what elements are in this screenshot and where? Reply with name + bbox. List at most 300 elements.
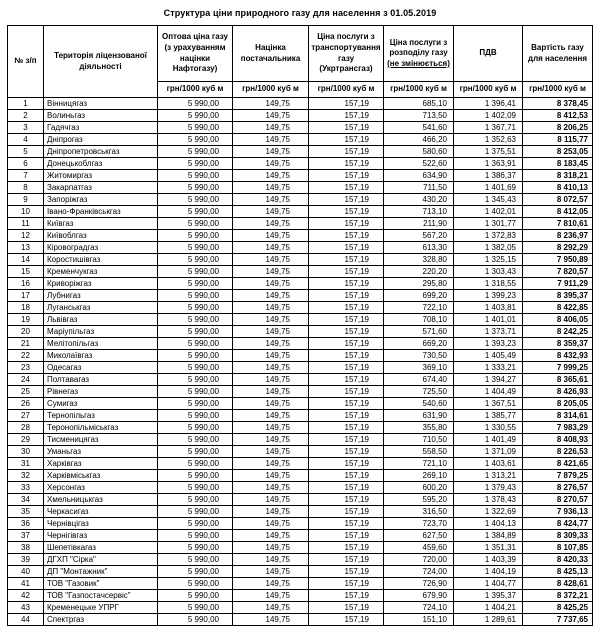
header-supplier-markup: Націнка постачальника <box>233 26 309 82</box>
transport-price-cell: 157,19 <box>309 482 384 494</box>
supplier-markup-cell: 149,75 <box>233 614 309 626</box>
wholesale-price-cell: 5 990,00 <box>158 386 233 398</box>
vat-cell: 1 367,51 <box>454 398 523 410</box>
table-row <box>8 134 593 146</box>
territory-cell: Лубнигаз <box>44 290 158 302</box>
vat-cell: 1 379,43 <box>454 482 523 494</box>
transport-price-cell: 157,19 <box>309 194 384 206</box>
vat-cell: 1 384,89 <box>454 530 523 542</box>
total-price-cell: 8 425,13 <box>523 566 593 578</box>
distribution-price-cell: 631,90 <box>384 410 454 422</box>
row-number-cell: 4 <box>8 134 44 146</box>
vat-cell: 1 402,09 <box>454 110 523 122</box>
supplier-markup-cell: 149,75 <box>233 602 309 614</box>
table-row <box>8 506 593 518</box>
table-row <box>8 278 593 290</box>
vat-cell: 1 403,81 <box>454 302 523 314</box>
distribution-price-cell: 211,90 <box>384 218 454 230</box>
total-price-cell: 8 422,85 <box>523 302 593 314</box>
wholesale-price-cell: 5 990,00 <box>158 206 233 218</box>
vat-cell: 1 345,43 <box>454 194 523 206</box>
table-row <box>8 362 593 374</box>
row-number-cell: 16 <box>8 278 44 290</box>
table-row <box>8 614 593 626</box>
row-number-cell: 3 <box>8 122 44 134</box>
table-row <box>8 458 593 470</box>
table-row <box>8 530 593 542</box>
row-number-cell: 42 <box>8 590 44 602</box>
vat-cell: 1 401,49 <box>454 434 523 446</box>
total-price-cell: 8 424,77 <box>523 518 593 530</box>
transport-price-cell: 157,19 <box>309 182 384 194</box>
distribution-price-cell: 151,10 <box>384 614 454 626</box>
supplier-markup-cell: 149,75 <box>233 338 309 350</box>
vat-cell: 1 318,55 <box>454 278 523 290</box>
territory-cell: Черкасигаз <box>44 506 158 518</box>
wholesale-price-cell: 5 990,00 <box>158 482 233 494</box>
unit-label: грн/1000 куб м <box>233 82 309 98</box>
distribution-price-cell: 699,20 <box>384 290 454 302</box>
table-row <box>8 590 593 602</box>
supplier-markup-cell: 149,75 <box>233 590 309 602</box>
vat-cell: 1 382,05 <box>454 242 523 254</box>
total-price-cell: 8 309,33 <box>523 530 593 542</box>
distribution-price-cell: 580,60 <box>384 146 454 158</box>
supplier-markup-cell: 149,75 <box>233 494 309 506</box>
table-row <box>8 290 593 302</box>
row-number-cell: 20 <box>8 326 44 338</box>
distribution-price-cell: 713,10 <box>384 206 454 218</box>
table-row <box>8 482 593 494</box>
supplier-markup-cell: 149,75 <box>233 350 309 362</box>
vat-cell: 1 399,23 <box>454 290 523 302</box>
row-number-cell: 28 <box>8 422 44 434</box>
total-price-cell: 7 983,29 <box>523 422 593 434</box>
distribution-price-cell: 220,20 <box>384 266 454 278</box>
total-price-cell: 8 183,45 <box>523 158 593 170</box>
table-row <box>8 218 593 230</box>
table-row <box>8 98 593 110</box>
row-number-cell: 1 <box>8 98 44 110</box>
total-price-cell: 8 206,25 <box>523 122 593 134</box>
transport-price-cell: 157,19 <box>309 170 384 182</box>
territory-cell: ДП "Монтажник" <box>44 566 158 578</box>
supplier-markup-cell: 149,75 <box>233 458 309 470</box>
table-row <box>8 446 593 458</box>
supplier-markup-cell: 149,75 <box>233 230 309 242</box>
transport-price-cell: 157,19 <box>309 302 384 314</box>
distribution-price-cell: 269,10 <box>384 470 454 482</box>
wholesale-price-cell: 5 990,00 <box>158 182 233 194</box>
wholesale-price-cell: 5 990,00 <box>158 278 233 290</box>
table-row <box>8 554 593 566</box>
supplier-markup-cell: 149,75 <box>233 470 309 482</box>
total-price-cell: 7 911,29 <box>523 278 593 290</box>
transport-price-cell: 157,19 <box>309 278 384 290</box>
row-number-cell: 22 <box>8 350 44 362</box>
table-row <box>8 110 593 122</box>
table-row <box>8 602 593 614</box>
supplier-markup-cell: 149,75 <box>233 266 309 278</box>
transport-price-cell: 157,19 <box>309 398 384 410</box>
row-number-cell: 14 <box>8 254 44 266</box>
supplier-markup-cell: 149,75 <box>233 446 309 458</box>
total-price-cell: 8 107,85 <box>523 542 593 554</box>
distribution-price-cell: 669,20 <box>384 338 454 350</box>
supplier-markup-cell: 149,75 <box>233 110 309 122</box>
distribution-price-cell: 711,50 <box>384 182 454 194</box>
territory-cell: Львівгаз <box>44 314 158 326</box>
row-number-cell: 17 <box>8 290 44 302</box>
transport-price-cell: 157,19 <box>309 242 384 254</box>
wholesale-price-cell: 5 990,00 <box>158 350 233 362</box>
unit-label: грн/1000 куб м <box>523 82 593 98</box>
header-total-price: Вартість газу для населення <box>523 26 593 82</box>
transport-price-cell: 157,19 <box>309 290 384 302</box>
vat-cell: 1 404,49 <box>454 386 523 398</box>
territory-cell: Дніпропетровськгаз <box>44 146 158 158</box>
distribution-price-cell: 730,50 <box>384 350 454 362</box>
total-price-cell: 8 072,57 <box>523 194 593 206</box>
distribution-price-cell: 316,50 <box>384 506 454 518</box>
total-price-cell: 8 428,61 <box>523 578 593 590</box>
vat-cell: 1 403,39 <box>454 554 523 566</box>
wholesale-price-cell: 5 990,00 <box>158 578 233 590</box>
supplier-markup-cell: 149,75 <box>233 278 309 290</box>
transport-price-cell: 157,19 <box>309 206 384 218</box>
vat-cell: 1 372,83 <box>454 230 523 242</box>
total-price-cell: 8 253,05 <box>523 146 593 158</box>
wholesale-price-cell: 5 990,00 <box>158 494 233 506</box>
territory-cell: Рівнегаз <box>44 386 158 398</box>
total-price-cell: 8 359,37 <box>523 338 593 350</box>
total-price-cell: 8 408,93 <box>523 434 593 446</box>
transport-price-cell: 157,19 <box>309 566 384 578</box>
table-row <box>8 254 593 266</box>
transport-price-cell: 157,19 <box>309 410 384 422</box>
supplier-markup-cell: 149,75 <box>233 146 309 158</box>
distribution-price-cell: 679,90 <box>384 590 454 602</box>
supplier-markup-cell: 149,75 <box>233 302 309 314</box>
vat-cell: 1 322,69 <box>454 506 523 518</box>
transport-price-cell: 157,19 <box>309 254 384 266</box>
vat-cell: 1 363,91 <box>454 158 523 170</box>
territory-cell: Харківміськгаз <box>44 470 158 482</box>
distribution-price-cell: 430,20 <box>384 194 454 206</box>
distribution-price-cell: 720,00 <box>384 554 454 566</box>
row-number-cell: 9 <box>8 194 44 206</box>
table-row <box>8 206 593 218</box>
row-number-cell: 32 <box>8 470 44 482</box>
total-price-cell: 8 365,61 <box>523 374 593 386</box>
territory-cell: Харківгаз <box>44 458 158 470</box>
supplier-markup-cell: 149,75 <box>233 254 309 266</box>
total-price-cell: 8 242,25 <box>523 326 593 338</box>
row-number-cell: 41 <box>8 578 44 590</box>
transport-price-cell: 157,19 <box>309 554 384 566</box>
wholesale-price-cell: 5 990,00 <box>158 422 233 434</box>
wholesale-price-cell: 5 990,00 <box>158 218 233 230</box>
transport-price-cell: 157,19 <box>309 158 384 170</box>
supplier-markup-cell: 149,75 <box>233 410 309 422</box>
row-number-cell: 24 <box>8 374 44 386</box>
table-row <box>8 566 593 578</box>
table-row <box>8 314 593 326</box>
row-number-cell: 23 <box>8 362 44 374</box>
wholesale-price-cell: 5 990,00 <box>158 530 233 542</box>
transport-price-cell: 157,19 <box>309 326 384 338</box>
transport-price-cell: 157,19 <box>309 218 384 230</box>
vat-cell: 1 351,31 <box>454 542 523 554</box>
row-number-cell: 21 <box>8 338 44 350</box>
row-number-cell: 26 <box>8 398 44 410</box>
table-row <box>8 422 593 434</box>
wholesale-price-cell: 5 990,00 <box>158 458 233 470</box>
distribution-price-cell: 328,80 <box>384 254 454 266</box>
supplier-markup-cell: 149,75 <box>233 206 309 218</box>
supplier-markup-cell: 149,75 <box>233 182 309 194</box>
supplier-markup-cell: 149,75 <box>233 434 309 446</box>
total-price-cell: 7 737,65 <box>523 614 593 626</box>
territory-cell: Кременчукгаз <box>44 266 158 278</box>
wholesale-price-cell: 5 990,00 <box>158 590 233 602</box>
territory-cell: Тернопільгаз <box>44 410 158 422</box>
vat-cell: 1 373,71 <box>454 326 523 338</box>
total-price-cell: 8 432,93 <box>523 350 593 362</box>
page-title: Структура ціни природного газу для населення з 01.05.2019 <box>163 8 437 18</box>
transport-price-cell: 157,19 <box>309 122 384 134</box>
total-price-cell: 7 950,89 <box>523 254 593 266</box>
vat-cell: 1 289,61 <box>454 614 523 626</box>
territory-cell: Тисменицягаз <box>44 434 158 446</box>
vat-cell: 1 404,19 <box>454 566 523 578</box>
wholesale-price-cell: 5 990,00 <box>158 362 233 374</box>
wholesale-price-cell: 5 990,00 <box>158 290 233 302</box>
table-row <box>8 242 593 254</box>
distribution-price-cell: 567,20 <box>384 230 454 242</box>
territory-cell: Луганськгаз <box>44 302 158 314</box>
supplier-markup-cell: 149,75 <box>233 422 309 434</box>
total-price-cell: 8 406,05 <box>523 314 593 326</box>
territory-cell: Закарпатгаз <box>44 182 158 194</box>
vat-cell: 1 301,77 <box>454 218 523 230</box>
distribution-price-cell: 710,50 <box>384 434 454 446</box>
supplier-markup-cell: 149,75 <box>233 554 309 566</box>
wholesale-price-cell: 5 990,00 <box>158 338 233 350</box>
table-row <box>8 146 593 158</box>
row-number-cell: 2 <box>8 110 44 122</box>
total-price-cell: 8 378,45 <box>523 98 593 110</box>
supplier-markup-cell: 149,75 <box>233 542 309 554</box>
distribution-price-cell: 595,20 <box>384 494 454 506</box>
row-number-cell: 8 <box>8 182 44 194</box>
vat-cell: 1 371,09 <box>454 446 523 458</box>
supplier-markup-cell: 149,75 <box>233 218 309 230</box>
transport-price-cell: 157,19 <box>309 266 384 278</box>
row-number-cell: 27 <box>8 410 44 422</box>
transport-price-cell: 157,19 <box>309 350 384 362</box>
wholesale-price-cell: 5 990,00 <box>158 518 233 530</box>
territory-cell: ДГХП "Сірка" <box>44 554 158 566</box>
total-price-cell: 8 412,05 <box>523 206 593 218</box>
unit-label: грн/1000 куб м <box>309 82 384 98</box>
wholesale-price-cell: 5 990,00 <box>158 158 233 170</box>
supplier-markup-cell: 149,75 <box>233 566 309 578</box>
row-number-cell: 6 <box>8 158 44 170</box>
row-number-cell: 12 <box>8 230 44 242</box>
row-number-cell: 36 <box>8 518 44 530</box>
wholesale-price-cell: 5 990,00 <box>158 146 233 158</box>
distribution-price-cell: 721,10 <box>384 458 454 470</box>
transport-price-cell: 157,19 <box>309 446 384 458</box>
territory-cell: Маріупільгаз <box>44 326 158 338</box>
distribution-price-cell: 725,50 <box>384 386 454 398</box>
distribution-price-cell: 541,60 <box>384 122 454 134</box>
total-price-cell: 8 421,65 <box>523 458 593 470</box>
row-number-cell: 31 <box>8 458 44 470</box>
row-number-cell: 29 <box>8 434 44 446</box>
row-number-cell: 18 <box>8 302 44 314</box>
territory-cell: Запоріжгаз <box>44 194 158 206</box>
territory-cell: Одесагаз <box>44 362 158 374</box>
territory-cell: Дніпрогаз <box>44 134 158 146</box>
wholesale-price-cell: 5 990,00 <box>158 542 233 554</box>
territory-cell: Донецькоблгаз <box>44 158 158 170</box>
transport-price-cell: 157,19 <box>309 578 384 590</box>
table-row <box>8 266 593 278</box>
table-row <box>8 398 593 410</box>
total-price-cell: 7 810,61 <box>523 218 593 230</box>
vat-cell: 1 402,01 <box>454 206 523 218</box>
row-number-cell: 44 <box>8 614 44 626</box>
row-number-cell: 15 <box>8 266 44 278</box>
territory-cell: Кіровоградгаз <box>44 242 158 254</box>
total-price-cell: 8 270,57 <box>523 494 593 506</box>
wholesale-price-cell: 5 990,00 <box>158 254 233 266</box>
territory-cell: Волиньгаз <box>44 110 158 122</box>
territory-cell: Коростишівгаз <box>44 254 158 266</box>
total-price-cell: 8 236,97 <box>523 230 593 242</box>
transport-price-cell: 157,19 <box>309 470 384 482</box>
row-number-cell: 7 <box>8 170 44 182</box>
row-number-cell: 37 <box>8 530 44 542</box>
territory-cell: Івано-Франківськгаз <box>44 206 158 218</box>
table-row <box>8 122 593 134</box>
row-number-cell: 40 <box>8 566 44 578</box>
table-row <box>8 338 593 350</box>
vat-cell: 1 325,15 <box>454 254 523 266</box>
wholesale-price-cell: 5 990,00 <box>158 170 233 182</box>
row-number-cell: 11 <box>8 218 44 230</box>
territory-cell: Уманьгаз <box>44 446 158 458</box>
territory-cell: Кременецьке УПРГ <box>44 602 158 614</box>
table-row <box>8 374 593 386</box>
table-row <box>8 410 593 422</box>
territory-cell: Теронопільміськгаз <box>44 422 158 434</box>
territory-cell: Хмельницькгаз <box>44 494 158 506</box>
wholesale-price-cell: 5 990,00 <box>158 434 233 446</box>
total-price-cell: 7 879,25 <box>523 470 593 482</box>
total-price-cell: 8 425,25 <box>523 602 593 614</box>
table-row <box>8 434 593 446</box>
total-price-cell: 8 115,77 <box>523 134 593 146</box>
wholesale-price-cell: 5 990,00 <box>158 374 233 386</box>
vat-cell: 1 401,69 <box>454 182 523 194</box>
transport-price-cell: 157,19 <box>309 494 384 506</box>
supplier-markup-cell: 149,75 <box>233 386 309 398</box>
total-price-cell: 8 395,37 <box>523 290 593 302</box>
territory-cell: Вінницягаз <box>44 98 158 110</box>
vat-cell: 1 394,27 <box>454 374 523 386</box>
distribution-price-cell: 540,60 <box>384 398 454 410</box>
wholesale-price-cell: 5 990,00 <box>158 122 233 134</box>
vat-cell: 1 396,41 <box>454 98 523 110</box>
vat-cell: 1 405,49 <box>454 350 523 362</box>
total-price-cell: 8 292,29 <box>523 242 593 254</box>
vat-cell: 1 386,37 <box>454 170 523 182</box>
transport-price-cell: 157,19 <box>309 614 384 626</box>
wholesale-price-cell: 5 990,00 <box>158 506 233 518</box>
row-number-cell: 43 <box>8 602 44 614</box>
supplier-markup-cell: 149,75 <box>233 326 309 338</box>
territory-cell: Спектргаз <box>44 614 158 626</box>
header-distribution-note: (не змінюється) <box>387 58 450 68</box>
unit-label: грн/1000 куб м <box>454 82 523 98</box>
unit-label: грн/1000 куб м <box>158 82 233 98</box>
supplier-markup-cell: 149,75 <box>233 194 309 206</box>
transport-price-cell: 157,19 <box>309 506 384 518</box>
row-number-cell: 19 <box>8 314 44 326</box>
total-price-cell: 8 420,33 <box>523 554 593 566</box>
wholesale-price-cell: 5 990,00 <box>158 398 233 410</box>
vat-cell: 1 403,61 <box>454 458 523 470</box>
supplier-markup-cell: 149,75 <box>233 290 309 302</box>
wholesale-price-cell: 5 990,00 <box>158 110 233 122</box>
supplier-markup-cell: 149,75 <box>233 482 309 494</box>
wholesale-price-cell: 5 990,00 <box>158 134 233 146</box>
wholesale-price-cell: 5 990,00 <box>158 446 233 458</box>
transport-price-cell: 157,19 <box>309 422 384 434</box>
row-number-cell: 39 <box>8 554 44 566</box>
total-price-cell: 8 412,53 <box>523 110 593 122</box>
supplier-markup-cell: 149,75 <box>233 170 309 182</box>
wholesale-price-cell: 5 990,00 <box>158 602 233 614</box>
vat-cell: 1 395,37 <box>454 590 523 602</box>
territory-cell: Гадячгаз <box>44 122 158 134</box>
distribution-price-cell: 558,50 <box>384 446 454 458</box>
supplier-markup-cell: 149,75 <box>233 362 309 374</box>
total-price-cell: 8 372,21 <box>523 590 593 602</box>
vat-cell: 1 367,71 <box>454 122 523 134</box>
table-row <box>8 302 593 314</box>
transport-price-cell: 157,19 <box>309 314 384 326</box>
total-price-cell: 8 314,61 <box>523 410 593 422</box>
distribution-price-cell: 627,50 <box>384 530 454 542</box>
table-row <box>8 170 593 182</box>
total-price-cell: 8 205,05 <box>523 398 593 410</box>
wholesale-price-cell: 5 990,00 <box>158 314 233 326</box>
transport-price-cell: 157,19 <box>309 542 384 554</box>
transport-price-cell: 157,19 <box>309 434 384 446</box>
territory-cell: Чернігівгаз <box>44 530 158 542</box>
transport-price-cell: 157,19 <box>309 590 384 602</box>
header-territory: Територія ліцензованої діяльності <box>44 26 158 98</box>
wholesale-price-cell: 5 990,00 <box>158 266 233 278</box>
total-price-cell: 8 426,93 <box>523 386 593 398</box>
distribution-price-cell: 459,60 <box>384 542 454 554</box>
distribution-price-cell: 634,90 <box>384 170 454 182</box>
distribution-price-cell: 466,20 <box>384 134 454 146</box>
